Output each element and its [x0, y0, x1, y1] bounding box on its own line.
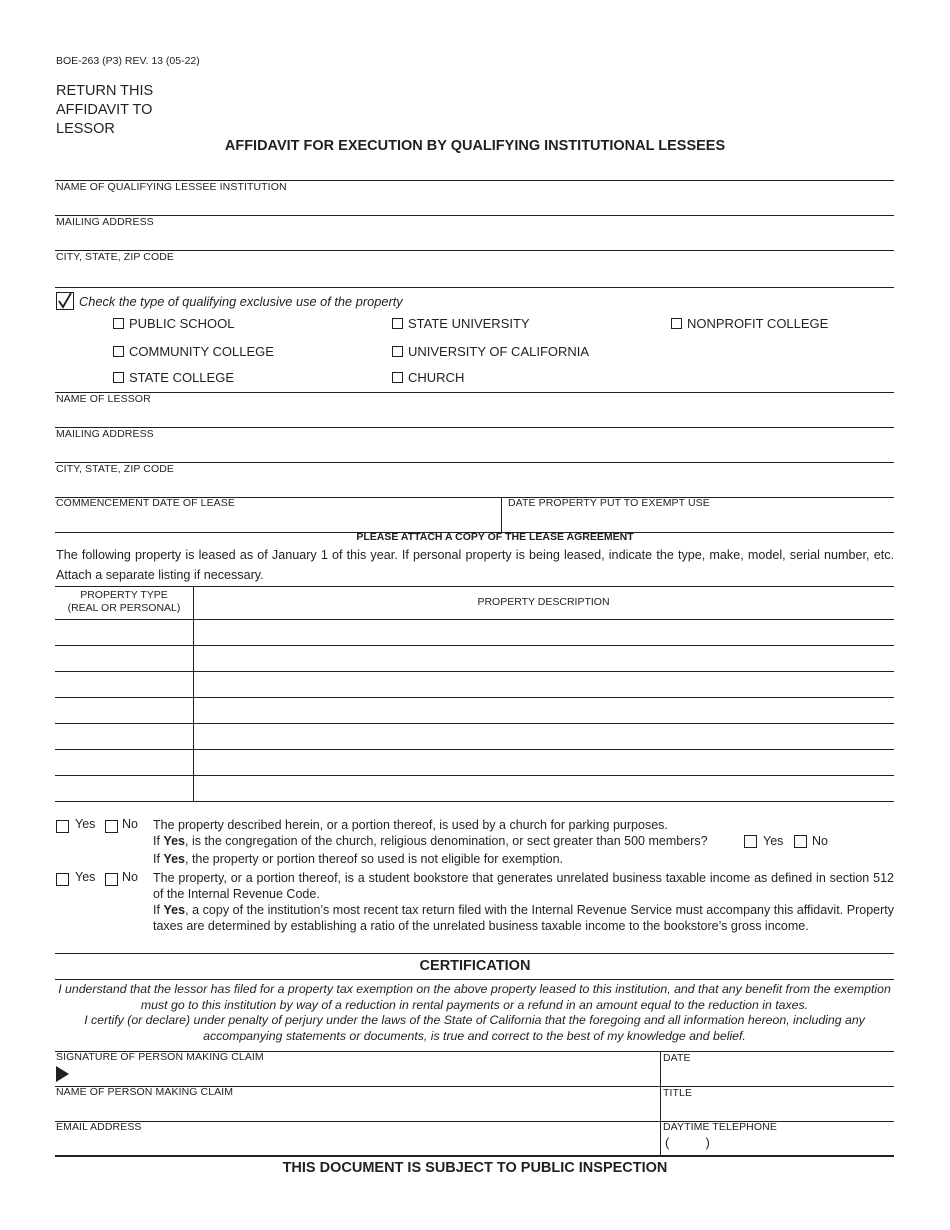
property-type-header-line-1: PROPERTY TYPE: [80, 589, 168, 601]
q2-yes-label: Yes: [75, 870, 96, 884]
exempt-use-date-label: DATE PROPERTY PUT TO EXEMPT USE: [508, 497, 710, 509]
q1-sub-question: [153, 833, 708, 849]
nonprofit-college-checkbox[interactable]: [671, 318, 682, 329]
lessor-name-label: NAME OF LESSOR: [56, 393, 151, 405]
table-row[interactable]: [55, 724, 894, 749]
public-school-checkbox[interactable]: [113, 318, 124, 329]
q1-no-label: No: [122, 817, 138, 831]
name-of-claimant-label: NAME OF PERSON MAKING CLAIM: [56, 1086, 234, 1098]
return-note: [56, 82, 153, 139]
return-note-line-3: LESSOR: [56, 121, 115, 137]
commencement-date-label: COMMENCEMENT DATE OF LEASE: [56, 497, 235, 509]
q1-text: The property described herein, or a portion thereof, is used by a church for parking purposes.: [153, 818, 668, 832]
property-type-header-line-2: (REAL OR PERSONAL): [67, 602, 181, 614]
table-row[interactable]: [55, 776, 894, 801]
return-note-line-1: RETURN THIS: [56, 83, 154, 99]
q1-note-prefix: If: [153, 852, 160, 866]
state-university-label: STATE UNIVERSITY: [408, 316, 530, 331]
lease-instructions: The following property is leased as of January 1 of this year. If personal property is being leased, indicate the type, make, model, serial number, etc. Attach a separate listing if necessary.: [56, 548, 894, 582]
lessee-address-field[interactable]: [55, 229, 894, 249]
q2-note-text: , a copy of the institution’s most recent tax return filed with the Internal Revenue Service must accompany this affidavit. Property taxes are determined by establishing a ratio of the unrelated business taxable income to the bookstore’s gross income.: [153, 903, 894, 933]
lessor-name-field[interactable]: [55, 406, 894, 426]
public-school-label: PUBLIC SCHOOL: [129, 316, 235, 331]
title-field[interactable]: [662, 1100, 894, 1120]
table-row[interactable]: [55, 646, 894, 671]
date-label: DATE: [663, 1052, 691, 1064]
lessee-name-label: NAME OF QUALIFYING LESSEE INSTITUTION: [56, 181, 287, 193]
q1-sub-no-checkbox[interactable]: [794, 835, 807, 848]
q2-note-yes: Yes: [163, 903, 186, 917]
property-description-header: PROPERTY DESCRIPTION: [477, 596, 610, 608]
certification-para-1: I understand that the lessor has filed for a property tax exemption on the above property leased to this institution, and that any benefit from the exemption must go to this institution by way of a reduction in rental payments or a refund in an amount equal to the reduction in taxes.: [58, 982, 891, 1012]
name-of-claimant-field[interactable]: [55, 1099, 658, 1120]
use-type-instruction: Check the type of qualifying exclusive use of the property: [79, 294, 403, 309]
rule: [55, 462, 894, 463]
lessee-city-label: CITY, STATE, ZIP CODE: [56, 251, 175, 263]
lessor-city-field[interactable]: [55, 476, 894, 496]
rule-thick: [55, 1155, 894, 1157]
q1-note-text: , the property or portion thereof so used is not eligible for exemption.: [185, 852, 563, 866]
email-field[interactable]: [55, 1134, 658, 1155]
table-rule: [55, 586, 894, 587]
public-inspection-footer: THIS DOCUMENT IS SUBJECT TO PUBLIC INSPECTION: [282, 1160, 668, 1176]
lessor-address-label: MAILING ADDRESS: [56, 428, 154, 440]
university-of-california-checkbox[interactable]: [392, 346, 403, 357]
rule: [55, 953, 894, 954]
signature-label: SIGNATURE OF PERSON MAKING CLAIM: [56, 1051, 264, 1063]
table-row[interactable]: [55, 620, 894, 645]
q1-no-checkbox[interactable]: [105, 820, 118, 833]
lessee-name-field[interactable]: [55, 194, 894, 214]
property-type-header: [55, 589, 193, 615]
check-mark-icon: [56, 292, 74, 310]
date-field[interactable]: [662, 1065, 894, 1085]
nonprofit-college-label: NONPROFIT COLLEGE: [687, 316, 829, 331]
divider: [660, 1051, 661, 1156]
email-label: EMAIL ADDRESS: [56, 1121, 142, 1133]
rule: [55, 250, 894, 251]
lessor-address-field[interactable]: [55, 441, 894, 461]
table-row[interactable]: [55, 750, 894, 775]
table-row[interactable]: [55, 698, 894, 723]
community-college-label: COMMUNITY COLLEGE: [129, 344, 274, 359]
q1-sub-yes-label: Yes: [763, 834, 784, 848]
lessee-city-field[interactable]: [55, 264, 894, 285]
q1-sub-prefix: If: [153, 834, 160, 848]
signature-arrow-icon: [56, 1066, 69, 1082]
state-university-checkbox[interactable]: [392, 318, 403, 329]
exempt-use-date-field[interactable]: [503, 511, 894, 530]
lessor-city-label: CITY, STATE, ZIP CODE: [56, 463, 175, 475]
table-row[interactable]: [55, 672, 894, 697]
q1-note-yes: Yes: [163, 852, 185, 866]
q2-note: [153, 902, 894, 934]
lessee-address-label: MAILING ADDRESS: [56, 216, 154, 228]
state-college-label: STATE COLLEGE: [129, 370, 234, 385]
church-label: CHURCH: [408, 370, 465, 385]
phone-label: DAYTIME TELEPHONE: [663, 1121, 777, 1133]
state-college-checkbox[interactable]: [113, 372, 124, 383]
table-rule: [55, 801, 894, 802]
q2-no-label: No: [122, 870, 138, 884]
return-note-line-2: AFFIDAVIT TO: [56, 102, 153, 118]
q1-sub-text: , is the congregation of the church, religious denomination, or sect greater than 500 members?: [185, 834, 708, 848]
signature-field[interactable]: [72, 1064, 658, 1085]
phone-format: ( ): [665, 1135, 710, 1150]
attach-lease-note: PLEASE ATTACH A COPY OF THE LEASE AGREEMENT: [356, 531, 634, 543]
rule: [55, 427, 894, 428]
q1-yes-label: Yes: [75, 817, 96, 831]
q2-note-prefix: If: [153, 903, 160, 917]
rule: [55, 215, 894, 216]
q2-yes-checkbox[interactable]: [56, 873, 69, 886]
form-code: BOE-263 (P3) REV. 13 (05-22): [56, 55, 200, 67]
commencement-date-field[interactable]: [55, 511, 499, 530]
q2-text: The property, or a portion thereof, is a student bookstore that generates unrelated business taxable income as defined in section 512 of the Internal Revenue Code.: [153, 871, 894, 901]
rule: [55, 287, 894, 288]
q1-sub-yes-checkbox[interactable]: [744, 835, 757, 848]
q1-sub-no-label: No: [812, 834, 828, 848]
university-of-california-label: UNIVERSITY OF CALIFORNIA: [408, 344, 590, 359]
church-checkbox[interactable]: [392, 372, 403, 383]
q1-sub-yes: Yes: [163, 834, 185, 848]
divider: [501, 497, 502, 532]
certification-para-2: I certify (or declare) under penalty of perjury under the laws of the State of California that the foregoing and all information hereon, including any accompanying statements or documents, is true and correct to the best of my knowledge and belief.: [84, 1013, 865, 1043]
form-title: AFFIDAVIT FOR EXECUTION BY QUALIFYING INSTITUTIONAL LESSEES: [224, 138, 726, 154]
community-college-checkbox[interactable]: [113, 346, 124, 357]
q1-note: [153, 851, 563, 867]
title-label: TITLE: [663, 1087, 693, 1099]
rule: [55, 979, 894, 980]
certification-heading: CERTIFICATION: [419, 958, 531, 974]
q1-yes-checkbox[interactable]: [56, 820, 69, 833]
phone-field[interactable]: [662, 1134, 894, 1155]
q2-no-checkbox[interactable]: [105, 873, 118, 886]
rule: [55, 392, 894, 393]
